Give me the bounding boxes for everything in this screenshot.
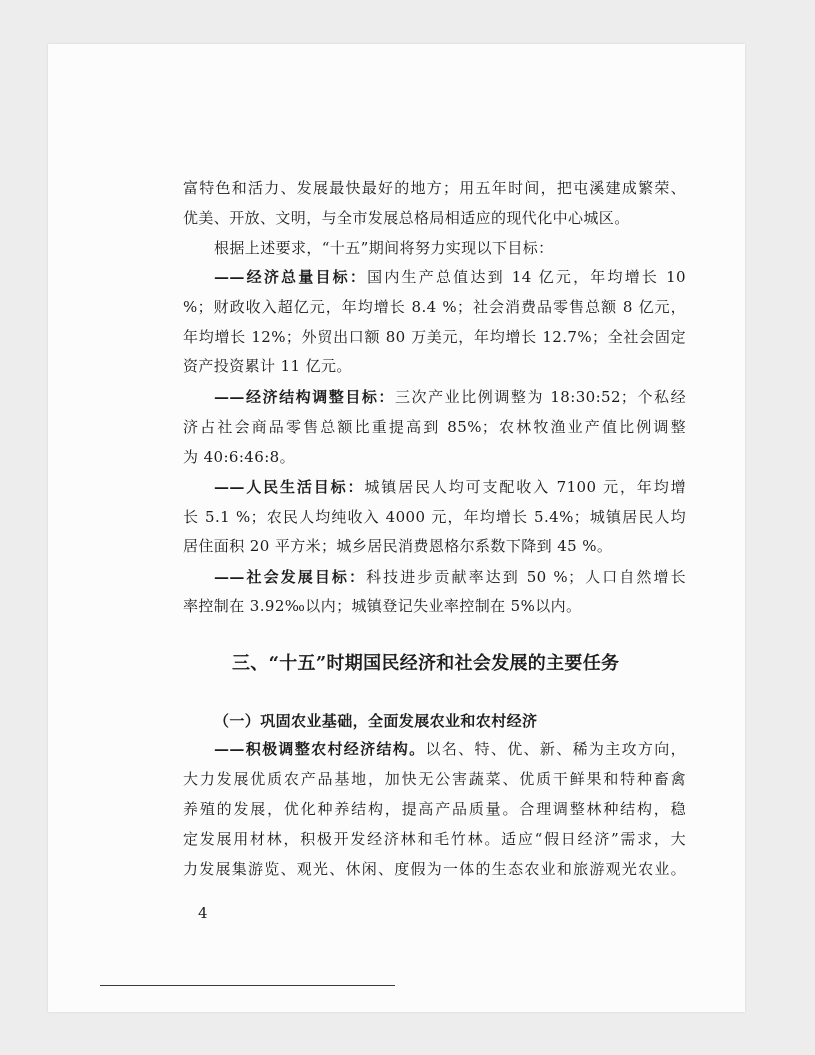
subsection-heading: （一）巩固农业基础，全面发展农业和农村经济 xyxy=(214,712,538,730)
goal-line xyxy=(214,387,686,407)
page-number: 4 xyxy=(198,904,208,922)
body-text-line: 率控制在 3.92‰以内；城镇登记失业率控制在 5%以内。 xyxy=(183,597,582,615)
footnote-rule xyxy=(100,985,395,986)
task-text: 以名、特、优、新、稀为主攻方向， xyxy=(425,740,686,758)
goal-label: ——社会发展目标： xyxy=(214,568,367,586)
body-text-line: 济占社会商品零售总额比重提高到 85%；农林牧渔业产值比例调整 xyxy=(183,418,686,436)
body-text-line: 优美、开放、文明，与全市发展总格局相适应的现代化中心城区。 xyxy=(183,209,630,227)
task-label: ——积极调整农村经济结构。 xyxy=(214,740,426,758)
body-text-line: 年均增长 12%；外贸出口额 80 万美元，年均增长 12.7%；全社会固定 xyxy=(183,328,686,346)
body-text-line: 长 5.1 %；农民人均纯收入 4000 元，年均增长 5.4%；城镇居民人均 xyxy=(183,508,686,526)
body-text-line: 居住面积 20 平方米；城乡居民消费恩格尔系数下降到 45 %。 xyxy=(183,537,613,555)
body-text-line: 养殖的发展，优化种养结构，提高产品质量。合理调整林种结构，稳 xyxy=(183,800,686,818)
task-line xyxy=(214,739,686,759)
goal-text: 科技进步贡献率达到 50 %；人口自然增长 xyxy=(366,568,686,586)
body-text-line: 根据上述要求，“十五”期间将努力实现以下目标： xyxy=(214,239,554,257)
goal-line xyxy=(214,567,686,587)
body-text-line: 为 40:6:46:8。 xyxy=(183,448,295,466)
body-text-line: 资产投资累计 11 亿元。 xyxy=(183,357,352,375)
body-text-line: 富特色和活力、发展最快最好的地方；用五年时间，把屯溪建成繁荣、 xyxy=(183,179,686,197)
body-text-line: 力发展集游览、观光、休闲、度假为一体的生态农业和旅游观光农业。 xyxy=(183,860,686,878)
section-heading: 三、“十五”时期国民经济和社会发展的主要任务 xyxy=(232,653,620,674)
goal-label: ——经济结构调整目标： xyxy=(214,388,395,406)
body-text-line: 定发展用材林，积极开发经济林和毛竹林。适应“假日经济”需求，大 xyxy=(183,830,686,848)
goal-text: 城镇居民人均可支配收入 7100 元，年均增 xyxy=(364,478,686,496)
goal-text: 三次产业比例调整为 18:30:52；个私经 xyxy=(395,388,686,406)
goal-text: 国内生产总值达到 14 亿元，年均增长 10 xyxy=(367,268,686,286)
goal-label: ——人民生活目标： xyxy=(214,478,365,496)
body-text-line: 大力发展优质农产品基地，加快无公害蔬菜、优质干鲜果和特种畜禽 xyxy=(183,770,686,788)
goal-label: ——经济总量目标： xyxy=(214,268,368,286)
body-text-line: %；财政收入超亿元，年均增长 8.4 %；社会消费品零售总额 8 亿元， xyxy=(183,298,686,316)
goal-line xyxy=(214,477,686,497)
goal-line xyxy=(214,267,686,287)
